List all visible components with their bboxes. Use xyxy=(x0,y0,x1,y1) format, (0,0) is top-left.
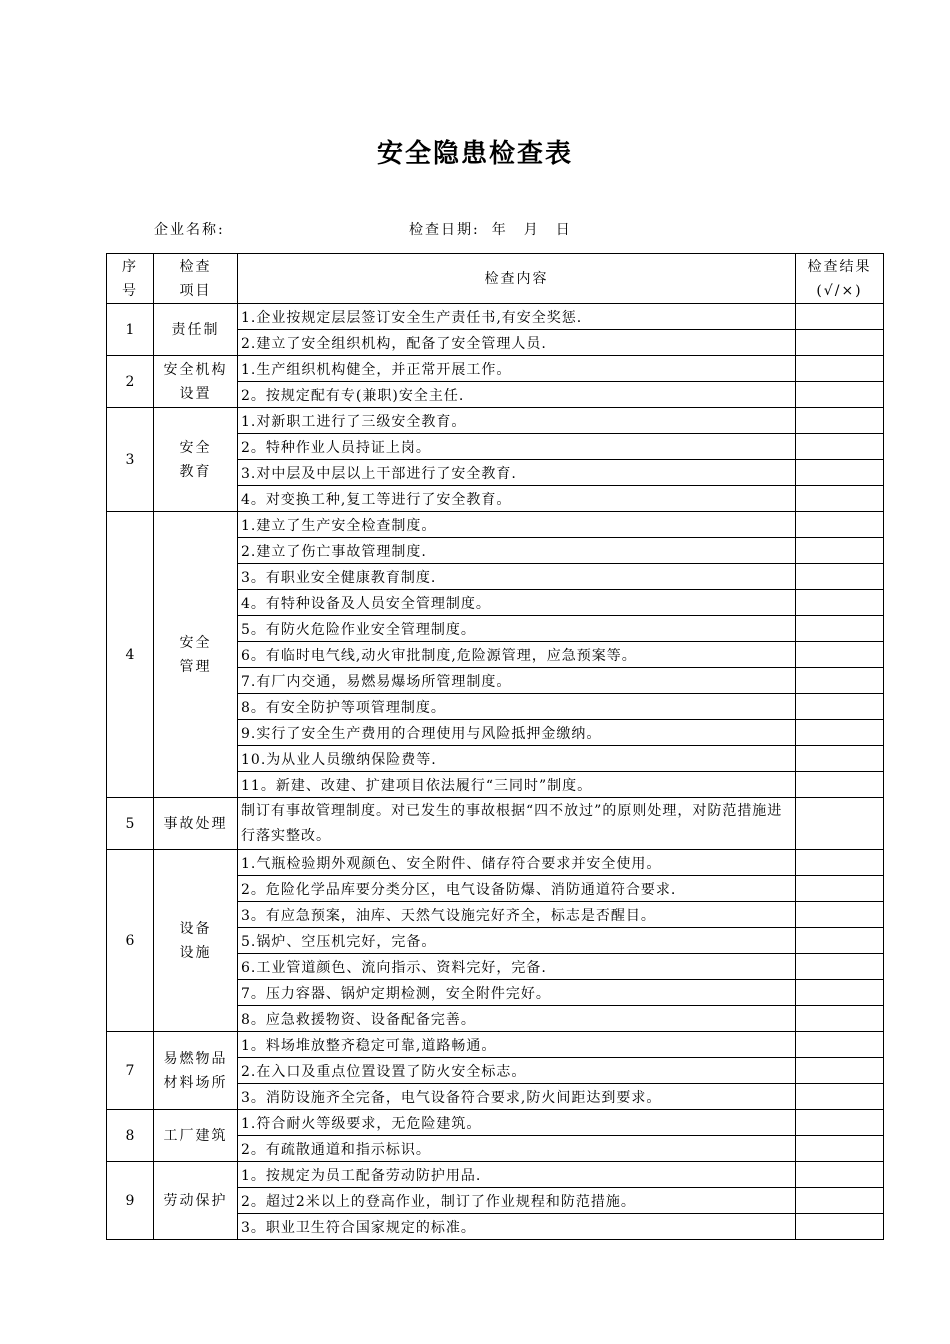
check-content: 1.企业按规定层层签订安全生产责任书,有安全奖惩. xyxy=(238,304,796,330)
inspection-table xyxy=(106,253,884,1240)
section-item xyxy=(154,304,238,356)
check-content: 2.建立了伤亡事故管理制度. xyxy=(238,538,796,564)
check-content: 2。危险化学品库要分类分区，电气设备防爆、消防通道符合要求. xyxy=(238,876,796,902)
section-item-label: 易燃物品 xyxy=(163,1050,228,1067)
table-row xyxy=(107,798,884,850)
check-result-cell[interactable] xyxy=(796,1006,884,1032)
check-content: 4。有特种设备及人员安全管理制度。 xyxy=(238,590,796,616)
check-content: 3。消防设施齐全完备，电气设备符合要求,防火间距达到要求。 xyxy=(238,1084,796,1110)
check-content: 7.有厂内交通，易燃易爆场所管理制度。 xyxy=(238,668,796,694)
section-item xyxy=(154,356,238,408)
section-item xyxy=(154,408,238,512)
section-item-label: 责任制 xyxy=(171,321,220,338)
check-result-cell[interactable] xyxy=(796,382,884,408)
section-number: 7 xyxy=(107,1032,154,1110)
check-content: 4。对变换工种,复工等进行了安全教育。 xyxy=(238,486,796,512)
section-number: 5 xyxy=(107,798,154,850)
check-result-cell[interactable] xyxy=(796,408,884,434)
check-content: 5.锅炉、空压机完好，完备。 xyxy=(238,928,796,954)
section-item xyxy=(154,1162,238,1240)
section-item-label: 设置 xyxy=(179,385,212,402)
section-item-label: 教育 xyxy=(179,463,212,480)
check-content: 1.建立了生产安全检查制度。 xyxy=(238,512,796,538)
check-result-cell[interactable] xyxy=(796,720,884,746)
check-result-cell[interactable] xyxy=(796,798,884,850)
check-content: 5。有防火危险作业安全管理制度。 xyxy=(238,616,796,642)
inspection-date-label: 检查日期: xyxy=(409,222,480,238)
check-content: 2。超过2米以上的登高作业，制订了作业规程和防范措施。 xyxy=(238,1188,796,1214)
section-item-label: 设施 xyxy=(179,944,212,961)
check-content: 3。职业卫生符合国家规定的标准。 xyxy=(238,1214,796,1240)
check-content: 1.对新职工进行了三级安全教育。 xyxy=(238,408,796,434)
check-result-cell[interactable] xyxy=(796,876,884,902)
table-row xyxy=(107,356,884,382)
check-result-cell[interactable] xyxy=(796,1214,884,1240)
inspection-date-value: 年 月 日 xyxy=(491,222,572,238)
check-content: 1。按规定为员工配备劳动防护用品. xyxy=(238,1162,796,1188)
table-row xyxy=(107,512,884,538)
check-result-cell[interactable] xyxy=(796,304,884,330)
check-result-cell[interactable] xyxy=(796,434,884,460)
table-header-row xyxy=(107,254,884,304)
check-content: 2。按规定配有专(兼职)安全主任. xyxy=(238,382,796,408)
section-item-label: 安全机构 xyxy=(163,361,228,378)
section-item xyxy=(154,1032,238,1110)
check-content: 3。有职业安全健康教育制度. xyxy=(238,564,796,590)
check-result-cell[interactable] xyxy=(796,694,884,720)
check-result-cell[interactable] xyxy=(796,564,884,590)
table-row xyxy=(107,1110,884,1136)
check-result-cell[interactable] xyxy=(796,902,884,928)
table-row xyxy=(107,304,884,330)
check-result-cell[interactable] xyxy=(796,850,884,876)
section-item xyxy=(154,798,238,850)
check-content: 1.生产组织机构健全，并正常开展工作。 xyxy=(238,356,796,382)
check-result-cell[interactable] xyxy=(796,642,884,668)
company-name-field xyxy=(154,219,225,239)
section-item xyxy=(154,850,238,1032)
check-result-cell[interactable] xyxy=(796,746,884,772)
check-content: 1.符合耐火等级要求，无危险建筑。 xyxy=(238,1110,796,1136)
check-content: 3。有应急预案，油库、天然气设施完好齐全，标志是否醒目。 xyxy=(238,902,796,928)
page-title: 安全隐患检查表 xyxy=(376,139,573,169)
check-result-cell[interactable] xyxy=(796,330,884,356)
section-item-label: 管理 xyxy=(179,658,212,675)
check-content: 7。压力容器、锅炉定期检测，安全附件完好。 xyxy=(238,980,796,1006)
header-result: 检查结果 (√/×) xyxy=(796,254,884,304)
section-number: 1 xyxy=(107,304,154,356)
check-result-cell[interactable] xyxy=(796,980,884,1006)
inspection-date-field xyxy=(409,219,572,239)
check-content: 8。应急救援物资、设备配备完善。 xyxy=(238,1006,796,1032)
section-item-label: 安全 xyxy=(179,439,212,456)
check-result-cell[interactable] xyxy=(796,538,884,564)
header-no: 序 号 xyxy=(107,254,154,304)
check-result-cell[interactable] xyxy=(796,954,884,980)
section-number: 3 xyxy=(107,408,154,512)
company-name-label: 企业名称: xyxy=(154,222,225,238)
check-result-cell[interactable] xyxy=(796,460,884,486)
check-content: 11。新建、改建、扩建项目依法履行“三同时”制度。 xyxy=(238,772,796,798)
check-content: 6.工业管道颜色、流向指示、资料完好，完备. xyxy=(238,954,796,980)
check-content: 2.建立了安全组织机构，配备了安全管理人员. xyxy=(238,330,796,356)
check-result-cell[interactable] xyxy=(796,1058,884,1084)
section-item xyxy=(154,1110,238,1162)
check-content: 10.为从业人员缴纳保险费等. xyxy=(238,746,796,772)
check-result-cell[interactable] xyxy=(796,590,884,616)
table-row xyxy=(107,1032,884,1058)
check-content: 6。有临时电气线,动火审批制度,危险源管理，应急预案等。 xyxy=(238,642,796,668)
check-content: 3.对中层及中层以上干部进行了安全教育. xyxy=(238,460,796,486)
header-item: 检查 项目 xyxy=(154,254,238,304)
section-item-label: 劳动保护 xyxy=(163,1192,228,1209)
table-row xyxy=(107,408,884,434)
section-item-label: 材料场所 xyxy=(163,1074,228,1091)
check-result-cell[interactable] xyxy=(796,356,884,382)
check-content: 2。特种作业人员持证上岗。 xyxy=(238,434,796,460)
section-number: 2 xyxy=(107,356,154,408)
check-content: 8。有安全防护等项管理制度。 xyxy=(238,694,796,720)
section-item-label: 安全 xyxy=(179,634,212,651)
check-result-cell[interactable] xyxy=(796,1032,884,1058)
check-content: 2.在入口及重点位置设置了防火安全标志。 xyxy=(238,1058,796,1084)
check-result-cell[interactable] xyxy=(796,668,884,694)
section-item xyxy=(154,512,238,798)
check-result-cell[interactable] xyxy=(796,616,884,642)
table-body xyxy=(107,304,884,1240)
check-result-cell[interactable] xyxy=(796,772,884,798)
check-result-cell[interactable] xyxy=(796,1084,884,1110)
check-result-cell[interactable] xyxy=(796,928,884,954)
check-result-cell[interactable] xyxy=(796,512,884,538)
section-number: 6 xyxy=(107,850,154,1032)
check-result-cell[interactable] xyxy=(796,1162,884,1188)
check-result-cell[interactable] xyxy=(796,1136,884,1162)
table-row xyxy=(107,850,884,876)
section-item-label: 工厂建筑 xyxy=(163,1127,228,1144)
header-content: 检查内容 xyxy=(238,254,796,304)
section-number: 9 xyxy=(107,1162,154,1240)
section-item-label: 事故处理 xyxy=(163,815,228,832)
section-number: 4 xyxy=(107,512,154,798)
check-content: 1。料场堆放整齐稳定可靠,道路畅通。 xyxy=(238,1032,796,1058)
section-item-label: 设备 xyxy=(179,920,212,937)
check-content: 1.气瓶检验期外观颜色、安全附件、储存符合要求并安全使用。 xyxy=(238,850,796,876)
section-number: 8 xyxy=(107,1110,154,1162)
check-content: 2。有疏散通道和指示标识。 xyxy=(238,1136,796,1162)
check-result-cell[interactable] xyxy=(796,1188,884,1214)
check-content: 9.实行了安全生产费用的合理使用与风险抵押金缴纳。 xyxy=(238,720,796,746)
table-row xyxy=(107,1162,884,1188)
check-result-cell[interactable] xyxy=(796,486,884,512)
check-result-cell[interactable] xyxy=(796,1110,884,1136)
check-content: 制订有事故管理制度。对已发生的事故根据“四不放过”的原则处理，对防范措施进行落实整改。 xyxy=(238,798,796,850)
